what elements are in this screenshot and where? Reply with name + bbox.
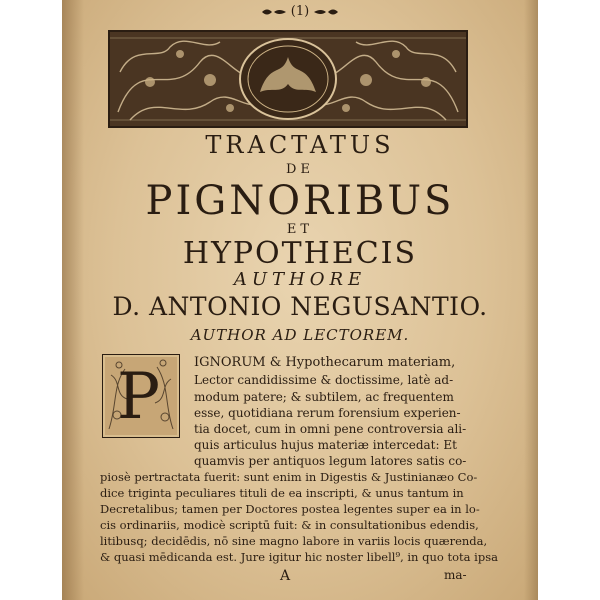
title-et: ET bbox=[286, 222, 314, 237]
section-heading: AUTHOR AD LECTOREM. bbox=[190, 326, 410, 344]
body-line-11: cis ordinariis, modicè scriptū fuit: & in consultationibus edendis, bbox=[100, 518, 479, 532]
body-line-12: litibusq; decidēdis, nō sine magno labore in variis locis quærenda, bbox=[100, 534, 488, 548]
body-line-7: quamvis per antiquos legum latores satis co- bbox=[194, 454, 467, 468]
title-de: DE bbox=[286, 162, 314, 177]
author-name: D. ANTONIO NEGUSANTIO. bbox=[112, 292, 488, 321]
signature-mark: A bbox=[280, 568, 291, 584]
body-line-8: piosè pertractata fuerit: sunt enim in Digestis & Justinianæo Co- bbox=[100, 470, 478, 484]
title-tractatus: TRACTATUS bbox=[205, 131, 395, 159]
title-hypothecis: HYPOTHECIS bbox=[182, 236, 418, 271]
title-pignoribus: PIGNORIBUS bbox=[145, 178, 455, 224]
page-number: (1) bbox=[290, 4, 310, 19]
body-line-6: quis articulus hujus materiæ intercedat: Et bbox=[194, 438, 457, 452]
book-page bbox=[62, 0, 538, 600]
right-fleuron-icon bbox=[313, 7, 339, 17]
body-line-10: Decretalibus; tamen per Doctores postea legentes super ea in lo- bbox=[100, 502, 480, 516]
left-fleuron-icon bbox=[261, 7, 287, 17]
headpiece-ornament-icon bbox=[110, 32, 466, 126]
body-line-5: tia docet, cum in omni pene controversia ali- bbox=[194, 422, 467, 436]
title-authore: AUTHORE bbox=[233, 269, 367, 290]
body-line-1: IGNORUM & Hypothecarum materiam, bbox=[194, 355, 456, 370]
woodcut-headpiece bbox=[108, 30, 468, 128]
body-line-3: modum patere; & subtilem, ac frequentem bbox=[194, 390, 454, 404]
body-line-9: dice triginta peculiares tituli de ea inscripti, & unus tantum in bbox=[100, 486, 464, 500]
body-line-13: & quasi mēdicanda est. Jure igitur hic noster libell⁹, in quo tota ipsa bbox=[100, 550, 498, 564]
catchword: ma- bbox=[444, 568, 467, 582]
body-line-2: Lector candidissime & doctissime, latè ad- bbox=[194, 373, 454, 387]
page-number-header bbox=[62, 4, 538, 19]
initial-letter: P bbox=[117, 360, 161, 434]
decorated-initial bbox=[102, 354, 180, 438]
body-line-4: esse, quotidiana rerum forensium experien- bbox=[194, 406, 461, 420]
